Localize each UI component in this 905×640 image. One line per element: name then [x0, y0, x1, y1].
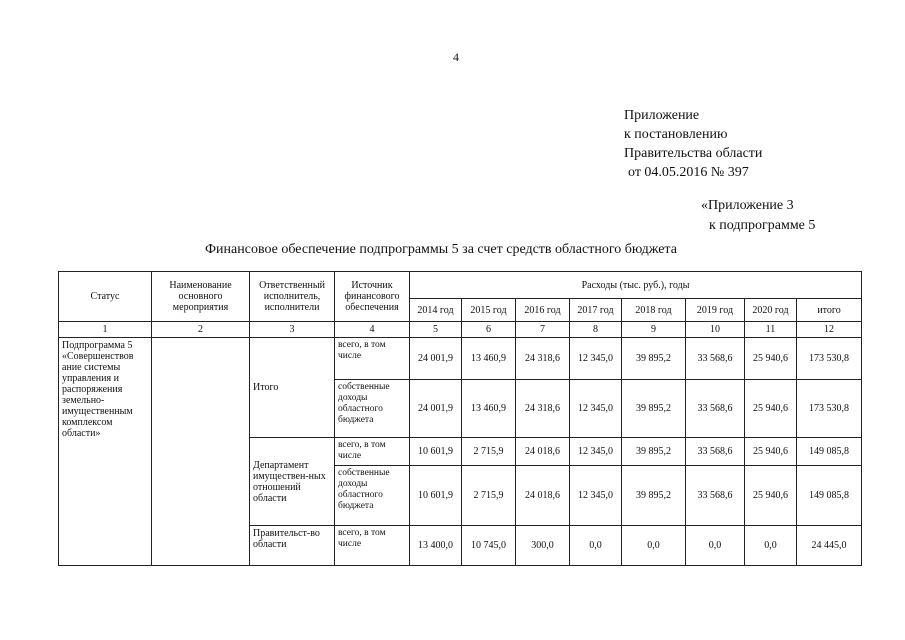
- source-cell: собственные доходы областного бюджета: [335, 466, 410, 526]
- amount-cell: 25 940,6: [745, 338, 797, 380]
- amount-cell: 12 345,0: [570, 438, 622, 466]
- year-header: 2020 год: [745, 299, 797, 322]
- source-cell: всего, в том числе: [335, 526, 410, 566]
- amount-cell: 173 530,8: [797, 380, 862, 438]
- amount-cell: 10 601,9: [410, 466, 462, 526]
- source-cell: собственные доходы областного бюджета: [335, 380, 410, 438]
- column-number: 9: [622, 322, 686, 338]
- header-row: [59, 272, 862, 299]
- amount-cell: 13 400,0: [410, 526, 462, 566]
- document-title: Финансовое обеспечение подпрограммы 5 за счет средств областного бюджета: [205, 242, 677, 257]
- appendix-line-1: Приложение: [624, 108, 700, 123]
- header-source: Источник финансового обеспечения: [335, 272, 410, 322]
- amount-cell: 24 445,0: [797, 526, 862, 566]
- amount-cell: 12 345,0: [570, 380, 622, 438]
- executor-cell: Правительст-во области: [250, 526, 335, 566]
- sub-appendix-line-2: к подпрограмме 5: [709, 218, 816, 233]
- column-number: 11: [745, 322, 797, 338]
- appendix-line-3: Правительства области: [624, 146, 763, 161]
- year-header: 2019 год: [686, 299, 745, 322]
- appendix-line-2: к постановлению: [624, 127, 728, 142]
- column-number: 5: [410, 322, 462, 338]
- amount-cell: 12 345,0: [570, 338, 622, 380]
- source-cell: всего, в том числе: [335, 338, 410, 380]
- amount-cell: 10 601,9: [410, 438, 462, 466]
- amount-cell: 12 345,0: [570, 466, 622, 526]
- amount-cell: 39 895,2: [622, 380, 686, 438]
- amount-cell: 33 568,6: [686, 466, 745, 526]
- activity-cell: [152, 338, 250, 566]
- financing-table: [58, 271, 862, 566]
- amount-cell: 33 568,6: [686, 338, 745, 380]
- amount-cell: 0,0: [622, 526, 686, 566]
- amount-cell: 0,0: [570, 526, 622, 566]
- executor-cell: Итого: [250, 338, 335, 438]
- amount-cell: 0,0: [686, 526, 745, 566]
- header-activity: Наименование основного мероприятия: [152, 272, 250, 322]
- amount-cell: 39 895,2: [622, 466, 686, 526]
- executor-cell: Департамент имуществен-ных отношений области: [250, 438, 335, 526]
- amount-cell: 39 895,2: [622, 438, 686, 466]
- page-number: 4: [453, 50, 459, 64]
- column-number: 4: [335, 322, 410, 338]
- amount-cell: 2 715,9: [462, 438, 516, 466]
- amount-cell: 25 940,6: [745, 380, 797, 438]
- amount-cell: 33 568,6: [686, 438, 745, 466]
- header-status: Статус: [59, 272, 152, 322]
- amount-cell: 149 085,8: [797, 466, 862, 526]
- column-number: 1: [59, 322, 152, 338]
- header-expenses: Расходы (тыс. руб.), годы: [410, 272, 862, 299]
- column-number: 3: [250, 322, 335, 338]
- year-header: 2017 год: [570, 299, 622, 322]
- amount-cell: 25 940,6: [745, 466, 797, 526]
- year-header: 2018 год: [622, 299, 686, 322]
- amount-cell: 25 940,6: [745, 438, 797, 466]
- year-header: 2015 год: [462, 299, 516, 322]
- column-number: 12: [797, 322, 862, 338]
- amount-cell: 33 568,6: [686, 380, 745, 438]
- status-cell: Подпрограмма 5 «Совершенствов ание системы управления и распоряжения земельно-имущественным комплексом области»: [59, 338, 152, 566]
- year-header: итого: [797, 299, 862, 322]
- column-number: 10: [686, 322, 745, 338]
- amount-cell: 0,0: [745, 526, 797, 566]
- amount-cell: 2 715,9: [462, 466, 516, 526]
- year-header: 2016 год: [516, 299, 570, 322]
- column-number: 2: [152, 322, 250, 338]
- column-number: 6: [462, 322, 516, 338]
- column-number-row: [59, 322, 862, 338]
- amount-cell: 39 895,2: [622, 338, 686, 380]
- amount-cell: 24 318,6: [516, 380, 570, 438]
- column-number: 7: [516, 322, 570, 338]
- amount-cell: 13 460,9: [462, 380, 516, 438]
- amount-cell: 24 318,6: [516, 338, 570, 380]
- header-executor: Ответственный исполнитель, исполнители: [250, 272, 335, 322]
- amount-cell: 24 001,9: [410, 380, 462, 438]
- source-cell: всего, в том числе: [335, 438, 410, 466]
- sub-appendix-header: [701, 196, 815, 236]
- amount-cell: 24 001,9: [410, 338, 462, 380]
- table-row: [59, 338, 862, 380]
- amount-cell: 149 085,8: [797, 438, 862, 466]
- amount-cell: 13 460,9: [462, 338, 516, 380]
- amount-cell: 173 530,8: [797, 338, 862, 380]
- appendix-line-4: от 04.05.2016 № 397: [628, 165, 749, 180]
- amount-cell: 300,0: [516, 526, 570, 566]
- year-header: 2014 год: [410, 299, 462, 322]
- amount-cell: 24 018,6: [516, 438, 570, 466]
- amount-cell: 24 018,6: [516, 466, 570, 526]
- column-number: 8: [570, 322, 622, 338]
- sub-appendix-line-1: «Приложение 3: [701, 198, 794, 213]
- appendix-header: [624, 106, 762, 182]
- amount-cell: 10 745,0: [462, 526, 516, 566]
